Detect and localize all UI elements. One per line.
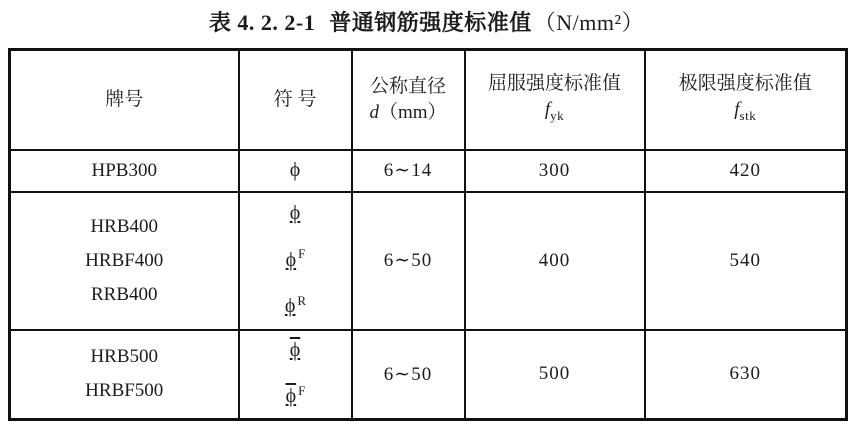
header-grade-label: 牌号 (105, 88, 144, 110)
symbol-superscript: F (298, 383, 306, 399)
rebar-symbol (240, 371, 351, 417)
header-diameter-line2: d（mm） (369, 101, 447, 123)
grade-label: RRB400 (90, 283, 158, 305)
symbol-cell (239, 150, 352, 192)
header-symbol (239, 50, 352, 150)
fyk-cell: 400 (465, 192, 645, 330)
grade-label: HRBF400 (85, 249, 164, 271)
rebar-symbol (240, 281, 351, 327)
fyk-cell: 500 (465, 330, 645, 420)
fstk-cell: 420 (645, 150, 847, 192)
grade-label: HRBF500 (85, 380, 164, 402)
table-row (10, 150, 847, 192)
table-row (10, 192, 847, 330)
phi-underlined-symbol: ϕ (285, 248, 297, 271)
grade-cell (10, 330, 239, 420)
diameter-cell: 6∼50 (352, 330, 465, 420)
rebar-symbol (240, 151, 351, 191)
symbol-cell (239, 192, 352, 330)
grade-label: HPB300 (91, 159, 157, 181)
rebar-symbol (240, 234, 351, 280)
fstk-cell: 540 (645, 192, 847, 330)
fstk-cell: 630 (645, 330, 847, 420)
header-yield-strength (465, 50, 645, 150)
header-yield-symbol: $f_{yk}$ (544, 98, 565, 123)
grade-cell (10, 192, 239, 330)
rebar-symbol (240, 194, 351, 234)
rebar-symbol (240, 331, 351, 371)
grade-cell (10, 150, 239, 192)
header-yield-line1: 屈服强度标准值 (487, 72, 621, 94)
symbol-superscript: F (298, 246, 306, 262)
table-title-text: 普通钢筋强度标准值 (329, 10, 532, 35)
grade-label: HRB500 (90, 346, 159, 368)
table-number: 表 4. 2. 2-1 (208, 10, 316, 35)
grade-label: HRB400 (90, 215, 159, 237)
header-ultimate-symbol: $f_{stk}$ (734, 98, 757, 123)
diameter-cell: 6∼14 (352, 150, 465, 192)
fyk-cell: 300 (465, 150, 645, 192)
header-grade (10, 50, 239, 150)
diameter-cell: 6∼50 (352, 192, 465, 330)
header-ultimate-strength (645, 50, 847, 150)
table-row (10, 330, 847, 420)
table-title (0, 6, 853, 37)
header-symbol-label: 符 号 (273, 88, 317, 110)
header-diameter-line1: 公称直径 (369, 75, 446, 97)
rebar-strength-table (8, 48, 848, 421)
phi-underlined-symbol: ϕ (284, 294, 296, 317)
phi-plain-symbol: ϕ (289, 158, 301, 181)
symbol-superscript: R (297, 292, 307, 308)
phi-double-lined-symbol: ϕ (289, 339, 301, 362)
header-ultimate-line1: 极限强度标准值 (678, 72, 812, 94)
table-unit: （N/mm²） (533, 10, 645, 35)
header-row (10, 50, 847, 150)
header-diameter (352, 50, 465, 150)
phi-underlined-symbol: ϕ (289, 202, 301, 225)
phi-double-lined-symbol: ϕ (285, 385, 297, 408)
symbol-cell (239, 330, 352, 420)
